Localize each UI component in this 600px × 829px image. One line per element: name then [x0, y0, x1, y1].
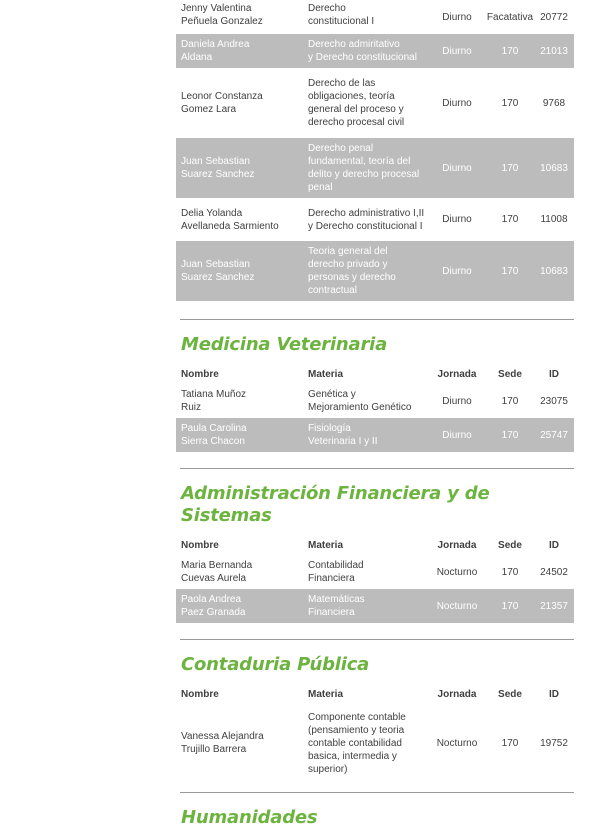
header-sede: Sede [498, 688, 522, 700]
cell-id: 23075 [540, 395, 568, 407]
cell-id: 19752 [540, 737, 568, 749]
cell-materia: Contabilidad Financiera [308, 560, 364, 584]
derecho-table [176, 0, 574, 301]
cell-sede: 170 [486, 241, 534, 301]
cell-materia: Derecho admiritativo y Derecho constitucional [303, 34, 428, 68]
cell-sede: 170 [486, 589, 534, 623]
header-id: ID [549, 688, 559, 700]
table-header-row [176, 684, 574, 704]
cell-id: 10683 [534, 138, 574, 198]
table-row [176, 555, 574, 589]
cell-jornada: Nocturno [428, 589, 486, 623]
header-jornada: Jornada [437, 539, 477, 551]
cell-nombre: Tatiana Muñoz Ruiz [181, 389, 247, 413]
cell-sede: Facatativa [486, 11, 534, 23]
cell-nombre: Paula Carolina Sierra Chacon [176, 418, 303, 452]
cell-sede: 170 [486, 138, 534, 198]
table-row [176, 0, 574, 34]
cell-nombre: Juan Sebastian Suarez Sanchez [176, 241, 303, 301]
cell-materia: Matemáticas Financiera [303, 589, 428, 623]
cell-id: 10683 [534, 241, 574, 301]
cell-jornada: Diurno [442, 97, 472, 109]
cell-nombre: Paola Andrea Paez Granada [176, 589, 303, 623]
cell-sede: 170 [486, 418, 534, 452]
cell-materia: Derecho constitucional I [308, 3, 375, 27]
cell-jornada: Diurno [442, 395, 472, 407]
contaduria-publica-table [176, 684, 574, 782]
cell-nombre: Leonor Constanza Gomez Lara [181, 91, 263, 115]
cell-jornada: Diurno [442, 11, 472, 23]
cell-materia: Derecho administrativo I,II y Derecho constitucional I [308, 207, 425, 232]
medicina-veterinaria-table [176, 364, 574, 452]
cell-jornada: Diurno [428, 241, 486, 301]
cell-sede: 170 [501, 214, 519, 225]
header-jornada: Jornada [437, 368, 477, 380]
header-id: ID [549, 539, 559, 551]
section-title: Contaduria Pública [181, 654, 370, 675]
cell-jornada: Diurno [428, 34, 486, 68]
table-row [176, 138, 574, 198]
table-row [176, 418, 574, 452]
header-jornada: Jornada [437, 688, 477, 700]
cell-nombre: Maria Bernanda Cuevas Aurela [181, 560, 253, 584]
document-content [176, 0, 574, 829]
cell-sede: 170 [501, 566, 519, 578]
table-row [176, 198, 574, 241]
table-row [176, 68, 574, 138]
cell-id: 24502 [540, 566, 568, 578]
cell-nombre: Vanessa Alejandra Trujillo Barrera [181, 731, 264, 755]
cell-sede: 170 [501, 395, 519, 407]
cell-materia: Derecho penal fundamental, teoría del delito y derecho procesal penal [303, 138, 428, 198]
header-materia: Materia [308, 688, 344, 700]
header-id: ID [549, 368, 559, 380]
header-nombre: Nombre [181, 539, 219, 551]
section-title: Administración Financiera y de Sistemas [181, 483, 490, 526]
header-materia: Materia [308, 368, 344, 380]
cell-nombre: Jenny Valentina Peñuela Gonzalez [181, 3, 263, 27]
table-row [176, 384, 574, 418]
header-nombre: Nombre [181, 688, 219, 700]
table-row [176, 589, 574, 623]
section-title: Medicina Veterinaria [181, 334, 388, 355]
cell-nombre: Juan Sebastian Suarez Sanchez [176, 138, 303, 198]
cell-sede: 170 [501, 737, 519, 749]
cell-id: 9768 [542, 97, 566, 109]
cell-materia: Componente contable (pensamiento y teoria contable contabilidad basica, intermedia y superior) [308, 711, 406, 775]
table-row [176, 704, 574, 782]
cell-sede: 170 [501, 97, 519, 109]
cell-jornada: Nocturno [436, 566, 478, 578]
table-header-row [176, 364, 574, 384]
cell-id: 25747 [534, 418, 574, 452]
cell-materia: Genética y Mejoramiento Genético [308, 389, 412, 413]
table-header-row [176, 535, 574, 555]
cell-id: 11008 [540, 214, 568, 225]
cell-nombre: Delia Yolanda Avellaneda Sarmiento [181, 207, 279, 232]
cell-materia: Teoria general del derecho privado y personas y derecho contractual [303, 241, 428, 301]
administracion-financiera-table [176, 535, 574, 623]
table-row [176, 34, 574, 68]
cell-jornada: Diurno [442, 214, 472, 225]
cell-id: 20772 [540, 11, 568, 23]
cell-jornada: Diurno [428, 418, 486, 452]
cell-materia: Fisiología Veterinaria I y II [303, 418, 428, 452]
table-row [176, 241, 574, 301]
cell-nombre: Daniela Andrea Aldana [176, 34, 303, 68]
header-nombre: Nombre [181, 368, 219, 380]
cell-sede: 170 [486, 34, 534, 68]
header-materia: Materia [308, 539, 344, 551]
cell-materia: Derecho de las obligaciones, teoría general del proceso y derecho procesal civil [308, 78, 405, 128]
cell-id: 21357 [534, 589, 574, 623]
cell-jornada: Nocturno [436, 737, 478, 749]
cell-jornada: Diurno [428, 138, 486, 198]
section-title: Humanidades [181, 807, 318, 828]
header-sede: Sede [498, 368, 522, 380]
header-sede: Sede [498, 539, 522, 551]
cell-id: 21013 [534, 34, 574, 68]
